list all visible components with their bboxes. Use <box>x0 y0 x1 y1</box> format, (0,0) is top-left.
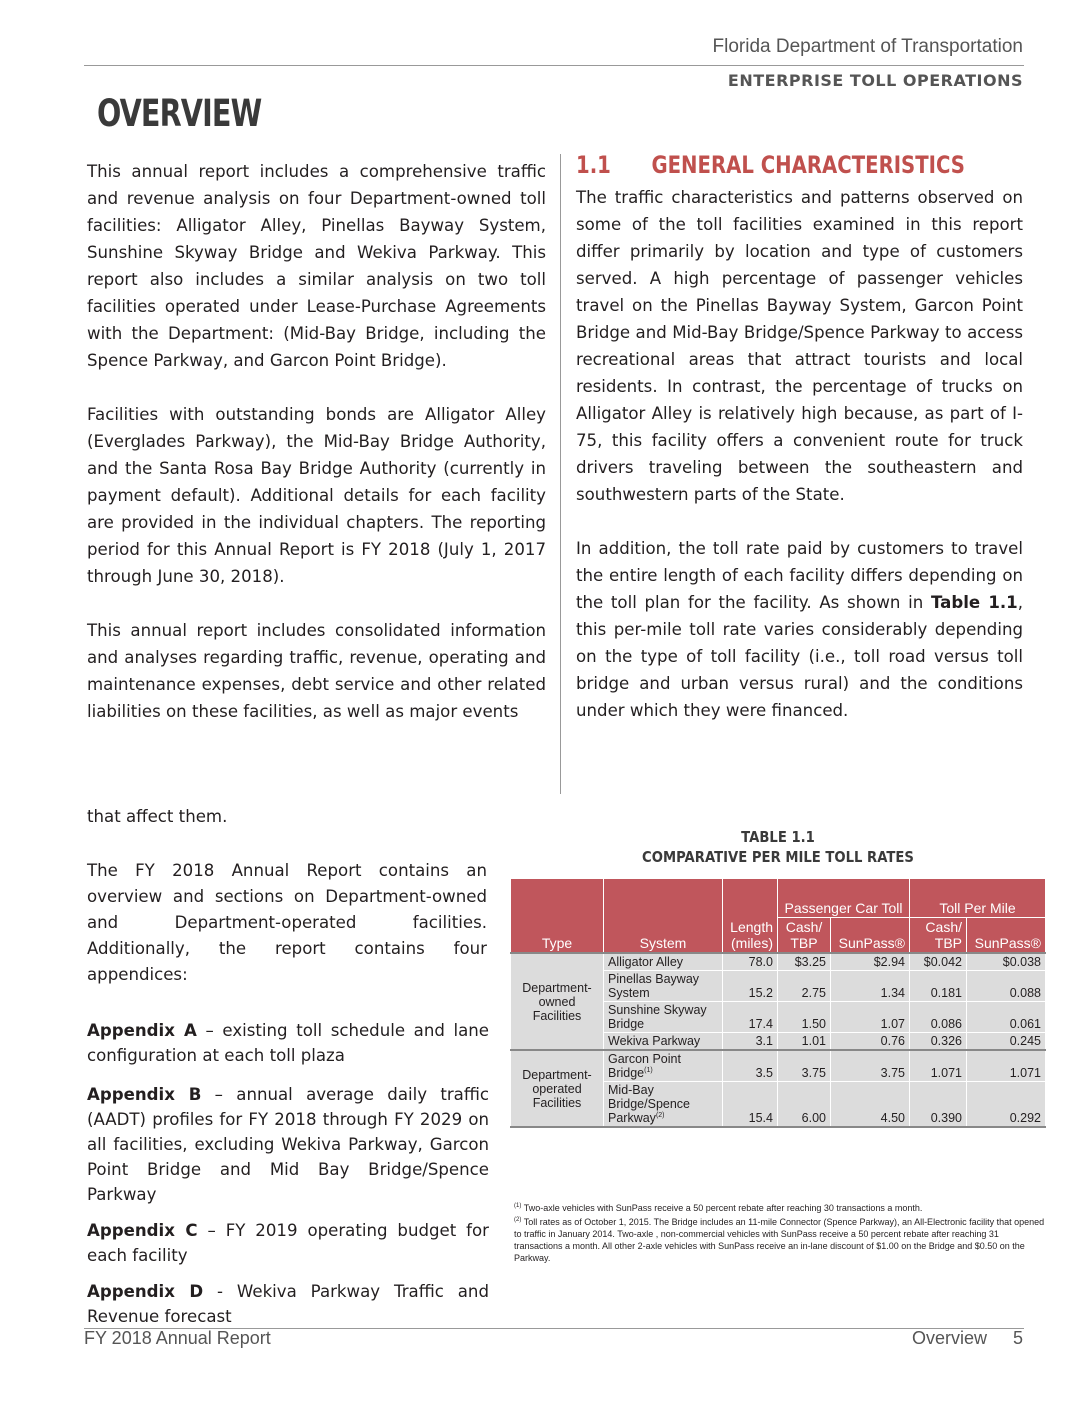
section-number: 1.1 <box>576 151 611 179</box>
report-contents-paragraph: The FY 2018 Annual Report contains an overview and sections on Department-owned and Department-operated facilities. Additionally, the report contains four appendices: <box>87 861 487 984</box>
left-column <box>87 158 546 725</box>
footer-report-name: FY 2018 Annual Report <box>84 1328 271 1348</box>
system-cell: Sunshine Skyway Bridge <box>604 1002 723 1033</box>
type-cell: Department-operated Facilities <box>511 1050 604 1127</box>
table-number: TABLE 1.1 <box>741 828 815 846</box>
passenger-toll-header: Passenger Car Toll <box>778 879 910 918</box>
table-reference: Table 1.1 <box>930 593 1018 612</box>
table-row: Mid-Bay Bridge/Spence Parkway$^{(2)}$ 15.4 6.00 4.50 0.390 0.292 <box>511 1082 1046 1128</box>
table-row: Department-operated Facilities Garcon Point Bridge$^{(1)}$ 3.5 3.75 3.75 1.071 1.071 <box>511 1050 1046 1082</box>
system-cell: Pinellas Bayway System <box>604 971 723 1002</box>
header-division: ENTERPRISE TOLL OPERATIONS <box>727 71 1023 90</box>
contents-paragraph: This annual report includes consolidated information and analyses regarding traffic, revenue, operating and maintenance expenses, debt service and other related liabilities on these facilities, as well as major events <box>87 621 546 721</box>
appendix-c: Appendix C – FY 2019 operating budget for each facility <box>87 1221 489 1265</box>
type-cell: Department-owned Facilities <box>511 953 604 1050</box>
table-row: Department-owned Facilities Alligator Alley 78.0 $3.25 $2.94 $0.042 $0.038 <box>511 953 1046 971</box>
system-cell: Garcon Point Bridge$^{(1)}$ <box>604 1050 723 1082</box>
table-footnotes <box>514 1200 1046 1264</box>
col-pm-cash-header: Cash/ TBP <box>910 918 967 954</box>
appendix-a: Appendix A – existing toll schedule and lane configuration at each toll plaza <box>87 1021 489 1065</box>
col-pm-sunpass-header: SunPass® <box>967 918 1046 954</box>
col-system-header: System <box>604 879 723 954</box>
table-row: Sunshine Skyway Bridge 17.4 1.50 1.07 0.086 0.061 <box>511 1002 1046 1033</box>
col-length-header: Length (miles) <box>723 879 778 954</box>
table-title: COMPARATIVE PER MILE TOLL RATES <box>642 848 914 866</box>
page-title: OVERVIEW <box>97 92 262 135</box>
footnote-1: $^{(1)}$ Two-axle vehicles with SunPass receive a 50 percent rebate after reaching 30 transactions a month. <box>514 1203 923 1213</box>
section-title: GENERAL CHARACTERISTICS <box>651 151 965 179</box>
footer-section: Overview <box>911 1328 987 1348</box>
system-cell: Wekiva Parkway <box>604 1033 723 1051</box>
col-type-header: Type <box>511 879 604 954</box>
appendix-b: Appendix B – annual average daily traffic (AADT) profiles for FY 2018 through FY 2029 on all facilities, excluding Wekiva Parkway, Garcon Point Bridge and Mid Bay Bridge/Spence Parkway <box>87 1085 489 1204</box>
toll-rates-table <box>510 878 1046 1128</box>
system-cell: Mid-Bay Bridge/Spence Parkway$^{(2)}$ <box>604 1082 723 1128</box>
header-organization: Florida Department of Transportation <box>712 36 1023 57</box>
table-row: Wekiva Parkway 3.1 1.01 0.76 0.326 0.245 <box>511 1033 1046 1051</box>
toll-rate-paragraph: In addition, the toll rate paid by customers to travel the entire length of each facility differs depending on the toll plan for the facility. As shown in Table 1.1, this per-mile toll rate varies considerably depending on the type of toll facility (i.e., toll road versus toll bridge and urban versus rural) and the conditions under which they were financed. <box>576 539 1024 720</box>
column-divider <box>560 154 561 794</box>
col-sunpass-header: SunPass® <box>831 918 910 954</box>
intro-paragraph: This annual report includes a comprehensive traffic and revenue analysis on four Department-owned toll facilities: Alligator Alley, Pinellas Bayway System, Sunshine Skyway Bridge and Wekiva Parkway. This report also includes a similar analysis on two toll facilities operated under Lease-Purchase Agreements with the Department: (Mid-Bay Bridge, including the Spence Parkway, and Garcon Point Bridge). <box>87 162 546 370</box>
characteristics-paragraph: The traffic characteristics and patterns observed on some of the toll facilities examined in this report differ primarily by location and type of customers served. A high percentage of passenger vehicles travel on the Pinellas Bayway System, Garcon Point Bridge and Mid-Bay Bridge/Spence Parkway to access recreational areas that attract tourists and local residents. In contrast, the percentage of trucks on Alligator Alley is relatively high because, as part of I-75, this facility offers a convenient route for truck drivers traveling between the southeastern and southwestern parts of the State. <box>576 188 1023 504</box>
bonds-paragraph: Facilities with outstanding bonds are Alligator Alley (Everglades Parkway), the Mid-Bay Bridge Authority, and the Santa Rosa Bay Bridge Authority (currently in payment default). Additional details for each facility are provided in the individual chapters. The reporting period for this Annual Report is FY 2018 (July 1, 2017 through June 30, 2018). <box>87 405 546 586</box>
table-row: Pinellas Bayway System 15.2 2.75 1.34 0.181 0.088 <box>511 971 1046 1002</box>
section-heading <box>576 151 965 179</box>
header-rule <box>84 65 1024 66</box>
right-column <box>576 184 1023 724</box>
appendix-d: Appendix D - Wekiva Parkway Traffic and Revenue forecast <box>87 1282 489 1326</box>
per-mile-header: Toll Per Mile <box>910 879 1046 918</box>
contents-paragraph-end: that affect them. <box>87 807 228 826</box>
footnote-2: $^{(2)}$ Toll rates as of October 1, 2015. The Bridge includes an 11-mile Connector (Spence Parkway), an All-Electronic facility that opened to traffic in January 2014. Two-axle , non-commercial vehicles with SunPass receive a 50 percent rebate after reaching 31 transactions a month. All other 2-axle vehicles with SunPass receive an in-lane discount of $1.00 on the Bridge and $0.50 on the Parkway. <box>514 1217 1045 1263</box>
system-cell: Alligator Alley <box>604 953 723 971</box>
col-cash-header: Cash/ TBP <box>778 918 831 954</box>
footer-page-info <box>912 1328 1023 1349</box>
page-number: 5 <box>1012 1328 1023 1348</box>
